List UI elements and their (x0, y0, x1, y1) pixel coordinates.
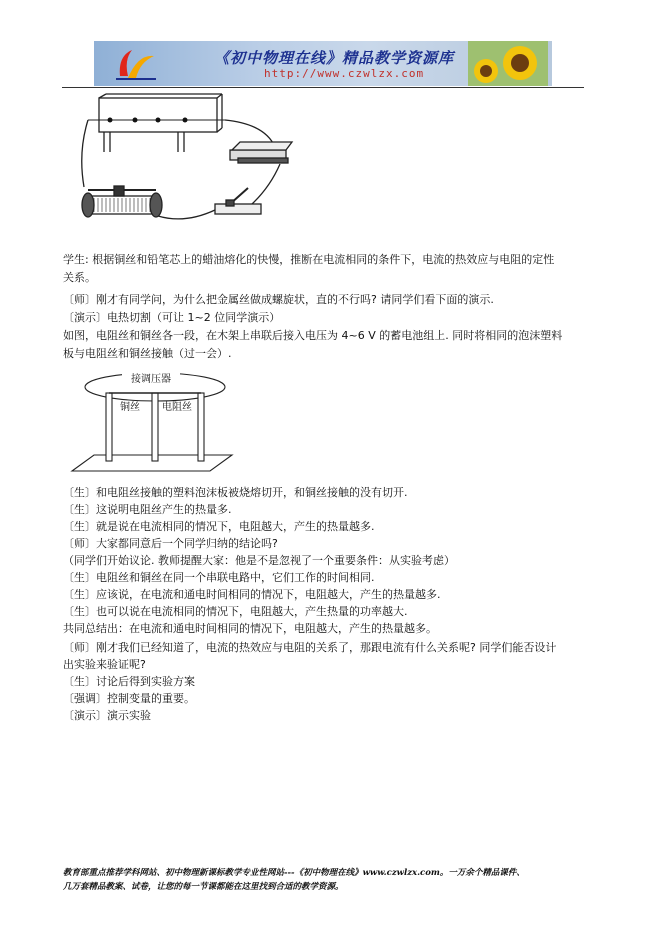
paragraph: 〔生〕也可以说在电流相同的情况下，电阻越大，产生热量的功率越大. (63, 605, 408, 618)
paragraph: （同学们开始议论. 教师提醒大家：他是不是忽视了一个重要条件：从实验考虑） (63, 554, 455, 567)
paragraph: 〔生〕就是说在电流相同的情况下，电阻越大，产生的热量越多. (63, 520, 375, 533)
paragraph: 〔生〕和电阻丝接触的塑料泡沫板被烧熔切开，和铜丝接触的没有切开. (63, 486, 408, 499)
paragraph: 共同总结出：在电流和通电时间相同的情况下，电阻越大，产生的热量越多。 (63, 622, 437, 635)
power-supply-label: 接调压器 (131, 374, 171, 385)
footer-line: 几万套精品教案、试卷，让您的每一节课都能在这里找到合适的教学资源。 (63, 882, 344, 892)
copper-wire-label: 铜丝 (120, 402, 140, 413)
paragraph: 〔演示〕演示实验 (63, 709, 151, 722)
page-footer (63, 866, 603, 894)
sunflower-image (468, 41, 548, 86)
paragraph: 〔师〕刚才有同学问，为什么把金属丝做成螺旋状，直的不行吗? 请同学们看下面的演示. (63, 293, 494, 306)
paragraph: 〔强调〕控制变量的重要。 (63, 692, 195, 705)
paragraph: 学生: 根据铜丝和铅笔芯上的蜡油熔化的快慢，推断在电流相同的条件下，电流的热效应与电阻的定性 (63, 253, 555, 266)
paragraph: 〔师〕刚才我们已经知道了，电流的热效应与电阻的关系了，那跟电流有什么关系呢? 同学们能否设计 (63, 641, 557, 654)
site-logo (114, 46, 158, 82)
cutting-apparatus-figure (70, 367, 240, 474)
paragraph: 〔生〕电阻丝和铜丝在同一个串联电路中，它们工作的时间相同. (63, 571, 375, 584)
circuit-apparatus-figure (70, 92, 310, 232)
header-divider (62, 87, 584, 88)
paragraph: 关系。 (63, 271, 96, 284)
banner-url[interactable]: http://www.czwlzx.com (264, 67, 425, 80)
paragraph: 板与电阻丝和铜丝接触（过一会）. (63, 347, 232, 360)
paragraph: 如图，电阻丝和铜丝各一段，在木架上串联后接入电压为 4~6 V 的蓄电池组上. 同时将相同的泡沫塑料 (63, 329, 563, 342)
paragraph: 〔师〕大家都同意后一个同学归纳的结论吗? (63, 537, 278, 550)
resistance-wire-label: 电阻丝 (162, 402, 192, 413)
banner-title: 《初中物理在线》精品教学资源库 (214, 49, 455, 67)
header-banner (94, 41, 552, 86)
paragraph: 〔演示〕电热切割（可让 1~2 位同学演示） (63, 311, 281, 324)
paragraph: 〔生〕讨论后得到实验方案 (63, 675, 195, 688)
paragraph: 〔生〕应该说，在电流和通电时间相同的情况下，电阻越大，产生的热量越多. (63, 588, 441, 601)
paragraph: 〔生〕这说明电阻丝产生的热量多. (63, 503, 232, 516)
paragraph: 出实验来验证呢? (63, 658, 146, 671)
footer-line: 教育部重点推荐学科网站、初中物理新课标教学专业性网站---《初中物理在线》www.czwlzx.com。一万余个精品课件、 (63, 868, 525, 878)
